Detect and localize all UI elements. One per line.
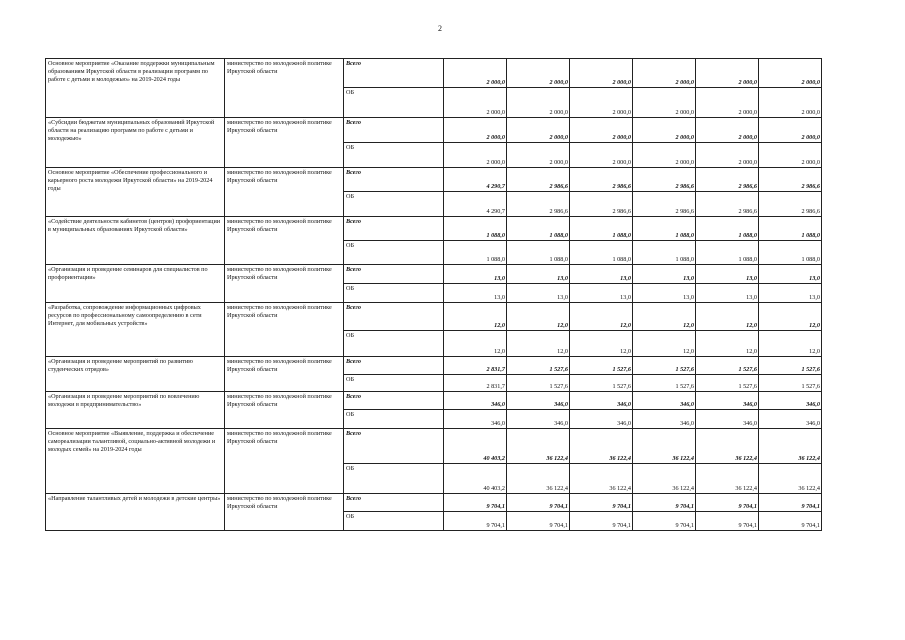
total-value: 2 000,0 [570, 118, 633, 143]
total-value: 9 704,1 [633, 494, 696, 512]
measure-name: Основное мероприятие «Выявление, поддержка и обеспечение самореализации талантливой, социально-активной молодежи и молодых семей» на 2019-2024 годы [46, 429, 225, 494]
measure-name: «Организация и проведение мероприятий по вовлечению молодежи в предпринимательство» [46, 392, 225, 429]
total-value: 346,0 [570, 392, 633, 410]
table-row [46, 494, 822, 512]
ob-value: 346,0 [696, 410, 759, 429]
ob-value: 1 527,6 [759, 375, 822, 392]
ob-value: 346,0 [444, 410, 507, 429]
source-total-label: Всего [344, 357, 444, 375]
source-total-label: Всего [344, 303, 444, 331]
total-value: 36 122,4 [759, 429, 822, 464]
ob-value: 13,0 [570, 284, 633, 303]
executor: министерство по молодежной политике Иркутской области [225, 59, 344, 118]
total-value: 1 527,6 [507, 357, 570, 375]
total-value: 2 000,0 [759, 59, 822, 88]
table-row [46, 168, 822, 192]
total-value: 13,0 [570, 265, 633, 284]
total-value: 13,0 [444, 265, 507, 284]
total-value: 13,0 [696, 265, 759, 284]
ob-value: 1 088,0 [759, 241, 822, 265]
executor: министерство по молодежной политике Иркутской области [225, 392, 344, 429]
total-value: 36 122,4 [507, 429, 570, 464]
total-value: 1 088,0 [633, 217, 696, 241]
total-value: 9 704,1 [570, 494, 633, 512]
source-ob-label: ОБ [344, 410, 444, 429]
total-value: 1 088,0 [759, 217, 822, 241]
ob-value: 2 000,0 [507, 88, 570, 118]
table-row [46, 217, 822, 241]
total-value: 2 000,0 [507, 59, 570, 88]
total-value: 1 088,0 [444, 217, 507, 241]
ob-value: 36 122,4 [759, 464, 822, 494]
total-value: 2 000,0 [444, 118, 507, 143]
ob-value: 2 000,0 [633, 88, 696, 118]
total-value: 2 831,7 [444, 357, 507, 375]
table-row [46, 357, 822, 375]
ob-value: 2 000,0 [633, 143, 696, 168]
total-value: 13,0 [633, 265, 696, 284]
source-total-label: Всего [344, 429, 444, 464]
ob-value: 1 088,0 [507, 241, 570, 265]
source-ob-label: ОБ [344, 143, 444, 168]
total-value: 2 986,6 [570, 168, 633, 192]
ob-value: 9 704,1 [696, 512, 759, 531]
table-row [46, 59, 822, 88]
measure-name: Основное мероприятие «Обеспечение профессионального и карьерного роста молодежи Иркутской области» на 2019-2024 годы [46, 168, 225, 217]
ob-value: 36 122,4 [633, 464, 696, 494]
total-value: 12,0 [633, 303, 696, 331]
ob-value: 13,0 [633, 284, 696, 303]
ob-value: 1 088,0 [444, 241, 507, 265]
ob-value: 1 088,0 [633, 241, 696, 265]
executor: министерство по молодежной политике Иркутской области [225, 357, 344, 392]
ob-value: 1 527,6 [633, 375, 696, 392]
ob-value: 36 122,4 [696, 464, 759, 494]
measure-name: «Направление талантливых детей и молодежи в детские центры» [46, 494, 225, 531]
ob-value: 1 088,0 [696, 241, 759, 265]
source-ob-label: ОБ [344, 331, 444, 357]
ob-value: 346,0 [759, 410, 822, 429]
ob-value: 36 122,4 [507, 464, 570, 494]
ob-value: 13,0 [696, 284, 759, 303]
ob-value: 12,0 [507, 331, 570, 357]
executor: министерство по молодежной политике Иркутской области [225, 429, 344, 494]
ob-value: 13,0 [759, 284, 822, 303]
total-value: 2 000,0 [570, 59, 633, 88]
ob-value: 9 704,1 [570, 512, 633, 531]
source-ob-label: ОБ [344, 88, 444, 118]
ob-value: 12,0 [570, 331, 633, 357]
ob-value: 1 527,6 [570, 375, 633, 392]
total-value: 346,0 [759, 392, 822, 410]
table-row [46, 303, 822, 331]
total-value: 40 403,2 [444, 429, 507, 464]
ob-value: 12,0 [633, 331, 696, 357]
total-value: 2 986,6 [507, 168, 570, 192]
total-value: 36 122,4 [696, 429, 759, 464]
ob-value: 2 000,0 [444, 88, 507, 118]
executor: министерство по молодежной политике Иркутской области [225, 494, 344, 531]
source-total-label: Всего [344, 392, 444, 410]
total-value: 2 000,0 [444, 59, 507, 88]
ob-value: 346,0 [633, 410, 696, 429]
executor: министерство по молодежной политике Иркутской области [225, 303, 344, 357]
ob-value: 13,0 [444, 284, 507, 303]
total-value: 12,0 [444, 303, 507, 331]
total-value: 2 000,0 [759, 118, 822, 143]
total-value: 13,0 [507, 265, 570, 284]
total-value: 2 000,0 [696, 59, 759, 88]
ob-value: 13,0 [507, 284, 570, 303]
ob-value: 2 000,0 [696, 88, 759, 118]
ob-value: 2 986,6 [507, 192, 570, 217]
total-value: 4 290,7 [444, 168, 507, 192]
source-ob-label: ОБ [344, 375, 444, 392]
ob-value: 36 122,4 [570, 464, 633, 494]
executor: министерство по молодежной политике Иркутской области [225, 265, 344, 303]
measure-name: «Содействие деятельности кабинетов (центров) профориентации в муниципальных образованиях Иркутской области» [46, 217, 225, 265]
ob-value: 2 000,0 [507, 143, 570, 168]
total-value: 1 088,0 [507, 217, 570, 241]
measure-name: «Субсидии бюджетам муниципальных образований Иркутской области на реализацию программ по работе с детьми и молодежью» [46, 118, 225, 168]
total-value: 9 704,1 [696, 494, 759, 512]
table-row [46, 118, 822, 143]
total-value: 36 122,4 [633, 429, 696, 464]
total-value: 9 704,1 [444, 494, 507, 512]
table-row [46, 265, 822, 284]
total-value: 1 527,6 [570, 357, 633, 375]
ob-value: 2 986,6 [633, 192, 696, 217]
total-value: 9 704,1 [507, 494, 570, 512]
source-total-label: Всего [344, 168, 444, 192]
source-total-label: Всего [344, 265, 444, 284]
ob-value: 2 986,6 [696, 192, 759, 217]
total-value: 346,0 [507, 392, 570, 410]
total-value: 36 122,4 [570, 429, 633, 464]
total-value: 2 000,0 [507, 118, 570, 143]
total-value: 12,0 [570, 303, 633, 331]
total-value: 1 088,0 [696, 217, 759, 241]
total-value: 346,0 [444, 392, 507, 410]
source-total-label: Всего [344, 59, 444, 88]
ob-value: 12,0 [696, 331, 759, 357]
measure-name: «Разработка, сопровождение информационных цифровых ресурсов по профессиональному самоопределению в сети Интернет, для мобильных устройств» [46, 303, 225, 357]
total-value: 2 986,6 [759, 168, 822, 192]
total-value: 346,0 [696, 392, 759, 410]
ob-value: 9 704,1 [507, 512, 570, 531]
executor: министерство по молодежной политике Иркутской области [225, 217, 344, 265]
total-value: 12,0 [696, 303, 759, 331]
executor: министерство по молодежной политике Иркутской области [225, 168, 344, 217]
ob-value: 9 704,1 [444, 512, 507, 531]
ob-value: 1 527,6 [696, 375, 759, 392]
total-value: 9 704,1 [759, 494, 822, 512]
source-ob-label: ОБ [344, 192, 444, 217]
ob-value: 2 000,0 [696, 143, 759, 168]
ob-value: 346,0 [507, 410, 570, 429]
total-value: 1 527,6 [633, 357, 696, 375]
total-value: 2 986,6 [633, 168, 696, 192]
total-value: 2 986,6 [696, 168, 759, 192]
ob-value: 9 704,1 [633, 512, 696, 531]
ob-value: 4 290,7 [444, 192, 507, 217]
source-ob-label: ОБ [344, 512, 444, 531]
total-value: 346,0 [633, 392, 696, 410]
total-value: 2 000,0 [633, 59, 696, 88]
ob-value: 1 527,6 [507, 375, 570, 392]
funding-table [45, 58, 822, 531]
measure-name: Основное мероприятие «Оказание поддержки муниципальным образованиям Иркутской области в реализации программ по работе с детьми и молодежью» на 2019-2024 годы [46, 59, 225, 118]
source-ob-label: ОБ [344, 464, 444, 494]
ob-value: 2 000,0 [570, 88, 633, 118]
total-value: 1 088,0 [570, 217, 633, 241]
executor: министерство по молодежной политике Иркутской области [225, 118, 344, 168]
source-total-label: Всего [344, 494, 444, 512]
ob-value: 12,0 [759, 331, 822, 357]
ob-value: 2 831,7 [444, 375, 507, 392]
source-ob-label: ОБ [344, 284, 444, 303]
source-ob-label: ОБ [344, 241, 444, 265]
total-value: 1 527,6 [759, 357, 822, 375]
source-total-label: Всего [344, 118, 444, 143]
measure-name: «Организация и проведение мероприятий по развитию студенческих отрядов» [46, 357, 225, 392]
total-value: 2 000,0 [696, 118, 759, 143]
total-value: 12,0 [507, 303, 570, 331]
ob-value: 2 986,6 [570, 192, 633, 217]
ob-value: 346,0 [570, 410, 633, 429]
page-number: 2 [438, 24, 442, 33]
ob-value: 2 000,0 [759, 143, 822, 168]
table-row [46, 392, 822, 410]
ob-value: 12,0 [444, 331, 507, 357]
ob-value: 2 986,6 [759, 192, 822, 217]
source-total-label: Всего [344, 217, 444, 241]
total-value: 2 000,0 [633, 118, 696, 143]
total-value: 12,0 [759, 303, 822, 331]
ob-value: 9 704,1 [759, 512, 822, 531]
ob-value: 2 000,0 [570, 143, 633, 168]
ob-value: 2 000,0 [759, 88, 822, 118]
table-row [46, 429, 822, 464]
total-value: 13,0 [759, 265, 822, 284]
ob-value: 1 088,0 [570, 241, 633, 265]
measure-name: «Организация и проведение семинаров для специалистов по профориентации» [46, 265, 225, 303]
total-value: 1 527,6 [696, 357, 759, 375]
ob-value: 40 403,2 [444, 464, 507, 494]
ob-value: 2 000,0 [444, 143, 507, 168]
